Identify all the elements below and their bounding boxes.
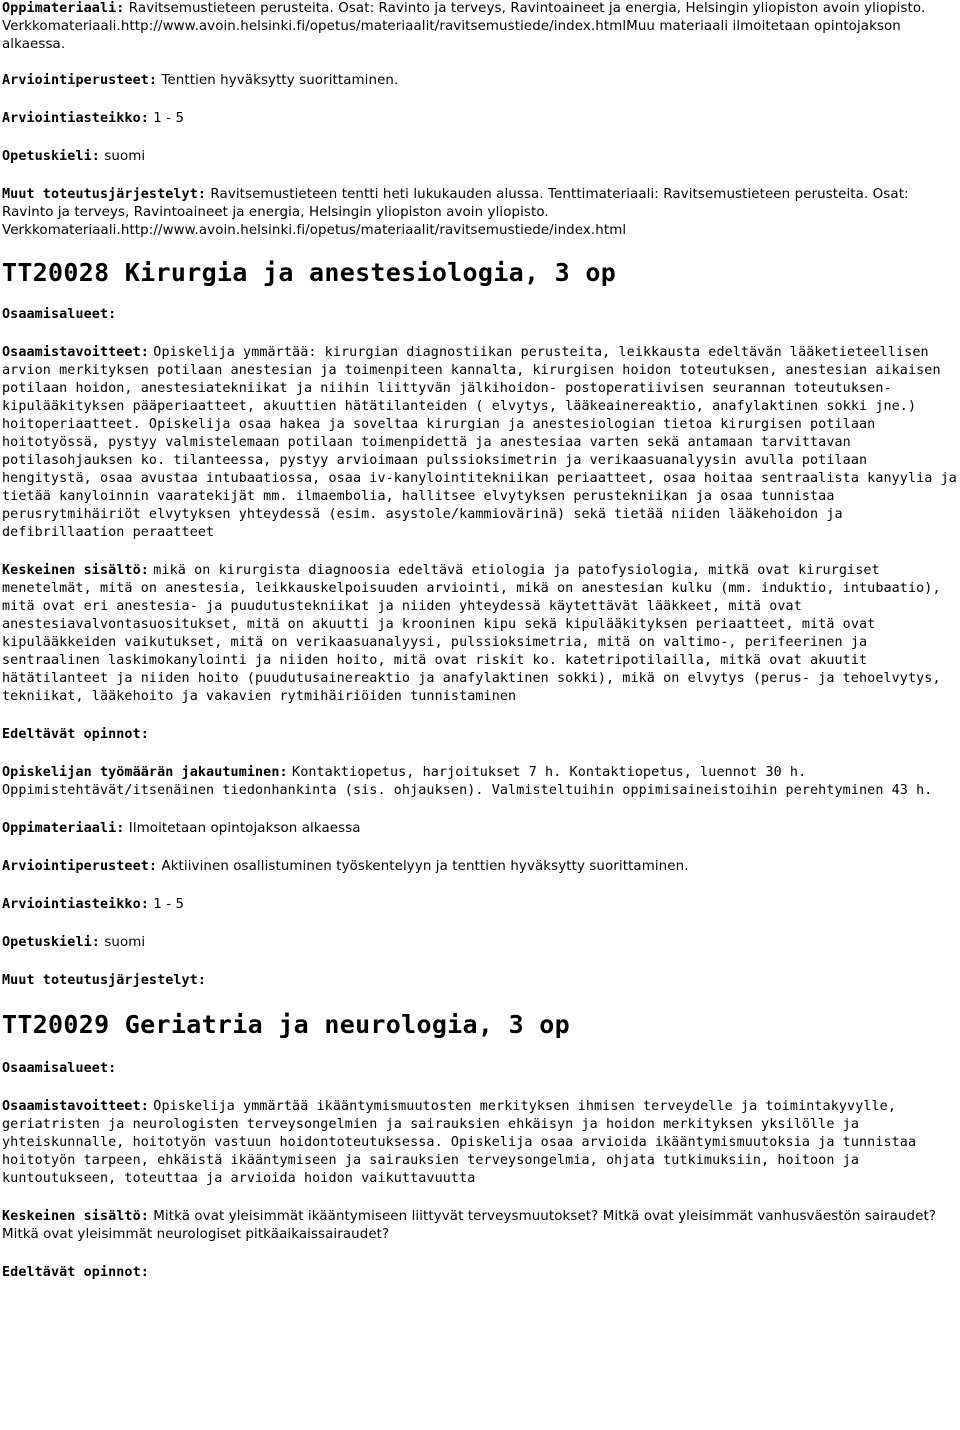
course1-tyomaara bbox=[2, 764, 958, 800]
osaamisalueet-label: Osaamisalueet: bbox=[2, 307, 117, 322]
course1-edeltavat bbox=[2, 726, 958, 744]
tavoitteet-label: Osaamistavoitteet: bbox=[2, 345, 149, 360]
edeltavat-label: Edeltävät opinnot: bbox=[2, 1265, 149, 1280]
oppimateriaali-label: Oppimateriaali: bbox=[2, 1, 125, 16]
top-arviointiperusteet bbox=[2, 72, 958, 90]
oppimateriaali-label: Oppimateriaali: bbox=[2, 821, 125, 836]
course2-tavoitteet bbox=[2, 1098, 958, 1188]
curriculum-document bbox=[2, 0, 958, 1282]
arviointiasteikko-text: 1 - 5 bbox=[153, 897, 185, 912]
top-opetuskieli bbox=[2, 148, 958, 166]
course1-sisalto bbox=[2, 562, 958, 706]
tavoitteet-label: Osaamistavoitteet: bbox=[2, 1099, 149, 1114]
tavoitteet-text: Opiskelija ymmärtää: kirurgian diagnostiikan perusteita, leikkausta edeltävän lääketieteellisen arvion merkityksen potilaan anestesian ja toimenpiteen kannalta, kirurgisen hoidon toteutuksen, anestesian aikaisen potilaan hoidon, anestesiatekniikat ja niihin liittyvän jälkihoidon- postoperatiivisen seurannan toteutuksen- kipulääkityksen pääperiaatteet, akuuttien hätätilanteiden ( elvytys, lääkeainereaktio, anafylaktinen sokki jne.) hoitoperiaatteet. Opiskelija osaa hakea ja soveltaa kirurgian ja anestesiologian tietoa kirurgisen potilaan hoitotyössä, pystyy valmistelemaan potilaan toimenpidettä ja anestesiaa varten sekä antamaan tarvittavan potilasohjauksen ko. tilanteessa, pystyy arvioimaan pulssioksimetrin ja verikaasuanalyysin avulla potilaan hengitystä, osaa avustaa intubaatiossa, osaa iv-kanylointitekniikan periaatteet, osaa hoitaa sentraalista kanyylia ja tietää kanyloinnin vaaratekijät mm. ilmaembolia, hallitsee elvytyksen perustekniikan ja osaa tunnistaa perusrytmihäiriöt elvytyksen yhteydessä (esim. asystole/kammiovärinä) sekä tietää niiden lääkehoidon ja defibrillaation peraatteet bbox=[2, 345, 957, 540]
course2-sisalto bbox=[2, 1208, 958, 1244]
course2-osaamisalueet bbox=[2, 1060, 958, 1078]
course2-edeltavat bbox=[2, 1264, 958, 1282]
opetuskieli-label: Opetuskieli: bbox=[2, 935, 100, 950]
arviointiperusteet-label: Arviointiperusteet: bbox=[2, 73, 158, 88]
sisalto-text: Mitkä ovat yleisimmät ikääntymiseen liittyvät terveysmuutokset? Mitkä ovat yleisimmät vanhusväestön sairaudet? Mitkä ovat yleisimmät neurologiset pitkäaikaissairaudet? bbox=[2, 1209, 937, 1242]
course1-oppimateriaali bbox=[2, 820, 958, 838]
edeltavat-label: Edeltävät opinnot: bbox=[2, 727, 149, 742]
course1-tavoitteet bbox=[2, 344, 958, 542]
oppimateriaali-text: Ravitsemustieteen perusteita. Osat: Ravinto ja terveys, Ravintoaineet ja energia, Helsingin yliopiston avoin yliopisto. Verkkomateriaali.http://www.avoin.helsinki.fi/opetus/materiaalit/ravitsemustiede/index.htmlMuu materiaali ilmoitetaan opintojakson alkaessa. bbox=[2, 1, 926, 52]
course1-arviointiasteikko bbox=[2, 896, 958, 914]
tyomaara-text: Kontaktiopetus, harjoitukset 7 h. Kontaktiopetus, luennot 30 h. Oppimistehtävät/itsenäinen tiedonhankinta (sis. ohjauksen). Valmisteltuihin oppimisaineistoihin perehtyminen 43 h. bbox=[2, 765, 933, 798]
arviointiasteikko-label: Arviointiasteikko: bbox=[2, 111, 149, 126]
sisalto-text: mikä on kirurgista diagnoosia edeltävä etiologia ja patofysiologia, mitkä ovat kirurgiset menetelmät, mitä on anestesia, leikkauskelpoisuuden arviointi, mikä on anestesian kulku (mm. induktio, intubaatio), mitä ovat eri anestesia- ja puudutustekniikat ja niiden yhteydessä käytettävät lääkkeet, mitä ovat anestesiavalvontasuositukset, mitä on akuutti ja krooninen kipu sekä kipulääkityksen periaatteet, mitä ovat kipulääkkeiden vaikutukset, mitä on verikaasuanalyysi, pulssioksimetria, mitä on valtimo-, perifeerinen ja sentraalinen laskimokanylointi ja niiden hoito, mitä ovat riskit ko. katetripotilailla, mitkä ovat akuutit hätätilanteet ja niiden hoito (puudutusainereaktio ja anafylaktinen sokki), mikä on elvytys (perus- ja tehoelvytys, tekniikat, lääkehoito ja vakavien rytmihäiriöiden tunnistaminen bbox=[2, 563, 941, 704]
arviointiperusteet-text: Tenttien hyväksytty suorittaminen. bbox=[161, 73, 399, 88]
sisalto-label: Keskeinen sisältö: bbox=[2, 1209, 149, 1224]
opetuskieli-text: suomi bbox=[104, 935, 146, 950]
muut-label: Muut toteutusjärjestelyt: bbox=[2, 187, 207, 202]
course-title: TT20029 Geriatria ja neurologia, 3 op bbox=[2, 1010, 570, 1039]
opetuskieli-label: Opetuskieli: bbox=[2, 149, 100, 164]
course1-muut bbox=[2, 972, 958, 990]
muut-label: Muut toteutusjärjestelyt: bbox=[2, 973, 207, 988]
tyomaara-label: Opiskelijan työmäärän jakautuminen: bbox=[2, 765, 288, 780]
top-muut bbox=[2, 186, 958, 240]
arviointiasteikko-text: 1 - 5 bbox=[153, 111, 185, 126]
sisalto-label: Keskeinen sisältö: bbox=[2, 563, 149, 578]
arviointiperusteet-text: Aktiivinen osallistuminen työskentelyyn ja tenttien hyväksytty suorittaminen. bbox=[161, 859, 689, 874]
course1-arviointiperusteet bbox=[2, 858, 958, 876]
top-arviointiasteikko bbox=[2, 110, 958, 128]
course-title: TT20028 Kirurgia ja anestesiologia, 3 op bbox=[2, 258, 617, 287]
opetuskieli-text: suomi bbox=[104, 149, 146, 164]
arviointiperusteet-label: Arviointiperusteet: bbox=[2, 859, 158, 874]
oppimateriaali-text: Ilmoitetaan opintojakson alkaessa bbox=[128, 821, 361, 836]
course1-opetuskieli bbox=[2, 934, 958, 952]
tavoitteet-text: Opiskelija ymmärtää ikääntymismuutosten merkityksen ihmisen terveydelle ja toimintakyvylle, geriatristen ja neurologisten terveysongelmien ja sairauksien ehkäisyn ja hoidon merkityksen yksilölle ja yhteiskunnalle, hoitotyön vastuun hoidontoteutuksessa. Opiskelija osaa arvioida ikääntymismuutoksia ja tunnistaa hoitotyön tarpeen, ehkäistä ikääntymiseen ja sairauksien terveysongelmia, ohjata tutkimuksiin, hoitoon ja kuntoutukseen, toteuttaa ja arvioida hoidon vaikuttavuutta bbox=[2, 1099, 917, 1186]
top-oppimateriaali bbox=[2, 0, 958, 54]
course1-osaamisalueet bbox=[2, 306, 958, 324]
osaamisalueet-label: Osaamisalueet: bbox=[2, 1061, 117, 1076]
arviointiasteikko-label: Arviointiasteikko: bbox=[2, 897, 149, 912]
muut-text: Ravitsemustieteen tentti heti lukukauden alussa. Tenttimateriaali: Ravitsemustieteen perusteita. Osat: Ravinto ja terveys, Ravintoaineet ja energia, Helsingin yliopiston avoin yliopisto. Verkkomateriaali.http://www.avoin.helsinki.fi/opetus/materiaalit/ravitsemustiede/index.html bbox=[2, 187, 909, 238]
